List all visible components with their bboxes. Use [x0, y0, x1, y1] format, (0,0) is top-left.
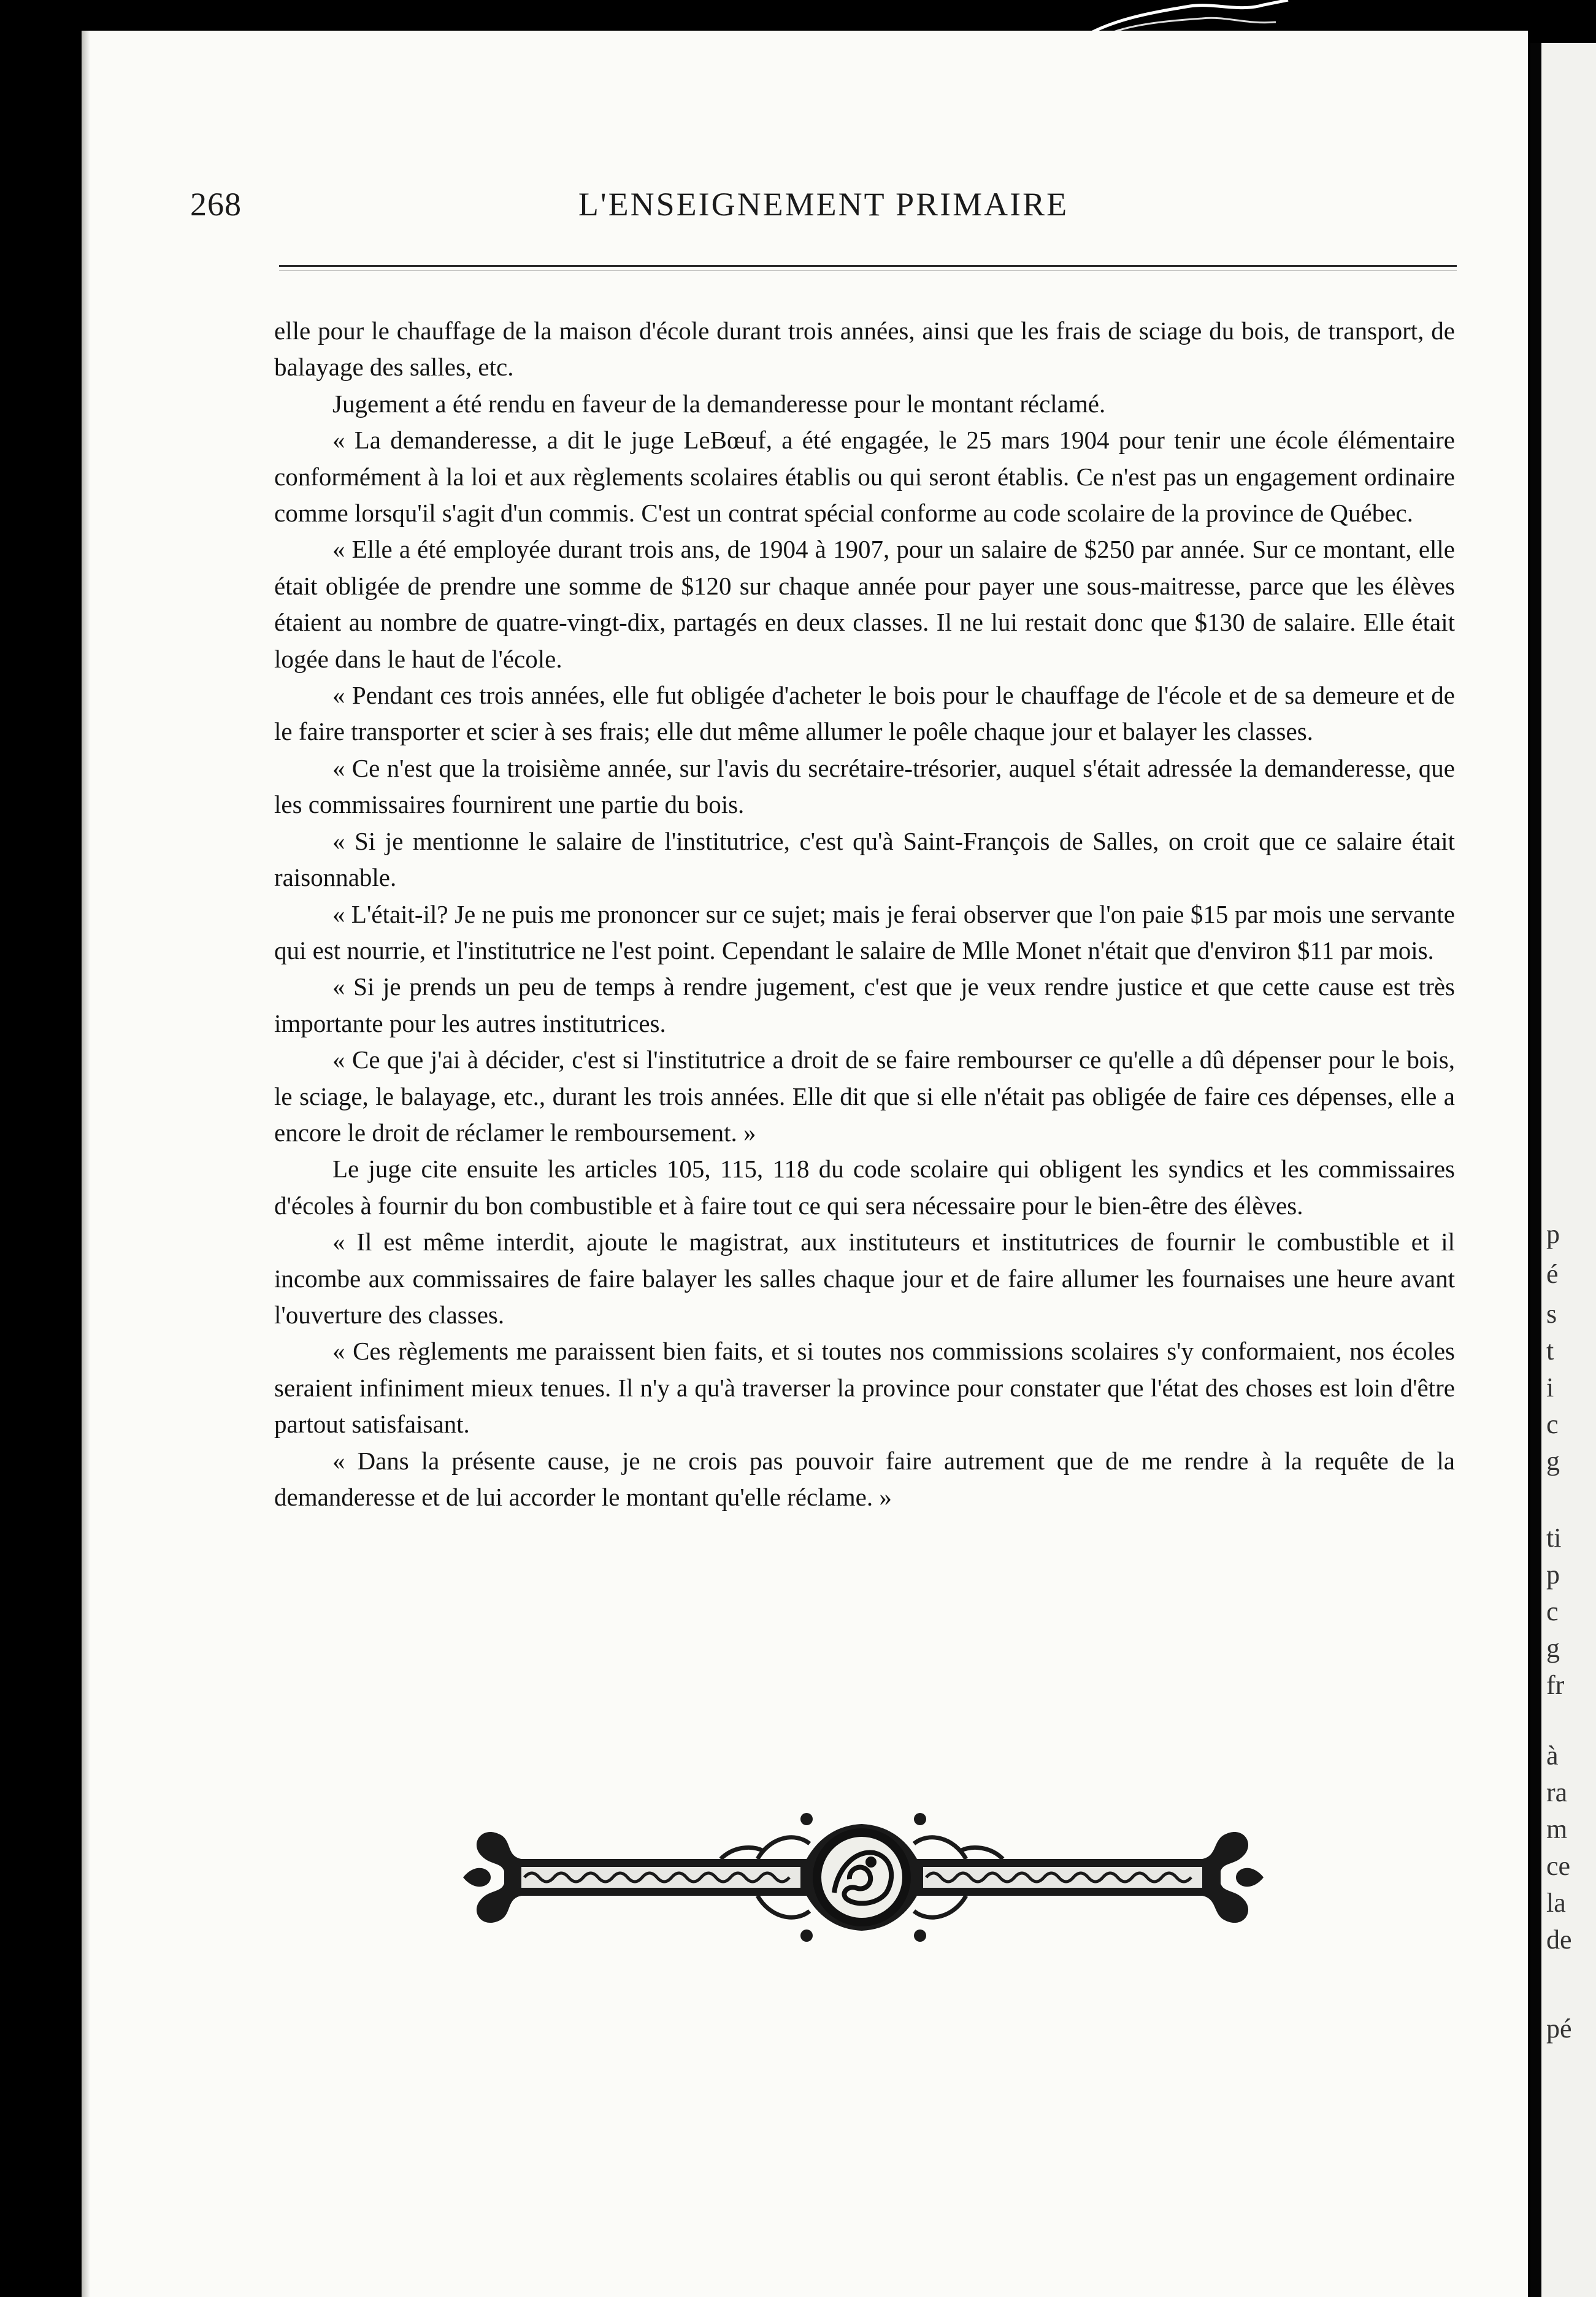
- adjacent-fragment: fr: [1546, 1670, 1565, 1700]
- paragraph: « Dans la présente cause, je ne crois pas pouvoir faire autrement que de me rendre à la requête de la demanderesse et de lui accorder le montant qu'elle réclame. »: [274, 1446, 1455, 1511]
- adjacent-fragment: ra: [1546, 1777, 1568, 1807]
- adjacent-fragment: de: [1546, 1925, 1572, 1955]
- page-number: 268: [190, 186, 242, 223]
- adjacent-page-edge: [1530, 43, 1596, 2297]
- adjacent-fragment: p: [1546, 1219, 1560, 1249]
- adjacent-fragment: c: [1546, 1409, 1559, 1439]
- paragraph: elle pour le chauffage de la maison d'école durant trois années, ainsi que les frais de sciage du bois, de transport, de balayage des salles, etc.: [274, 317, 1455, 382]
- scan-border: [0, 0, 1596, 31]
- adjacent-fragment: ce: [1546, 1851, 1571, 1881]
- paragraph: « Si je prends un peu de temps à rendre jugement, c'est que je veux rendre justice et que cette cause est très importante pour les autres institutrices.: [274, 972, 1455, 1037]
- adjacent-fragment: p: [1546, 1560, 1560, 1590]
- adjacent-fragment: la: [1546, 1888, 1566, 1918]
- adjacent-fragment: g: [1546, 1446, 1560, 1476]
- paragraph: « Si je mentionne le salaire de l'institutrice, c'est qu'à Saint-François de Salles, on croit que ce salaire était raisonnable.: [274, 826, 1455, 892]
- adjacent-fragment: s: [1546, 1299, 1557, 1329]
- article-body: [274, 313, 1455, 1515]
- paragraph: « Il est même interdit, ajoute le magistrat, aux instituteurs et institutrices de fournir le combustible et il incombe aux commissaires de faire balayer les salles chaque jour et de faire allumer les fournaises une heure avant l'ouverture des classes.: [274, 1228, 1455, 1329]
- tailpiece-ornament: [463, 1801, 1264, 1951]
- paragraph: « Elle a été employée durant trois ans, de 1904 à 1907, pour un salaire de $250 par année. Sur ce montant, elle était obligée de prendre une somme de $120 sur chaque année pour payer une sous-maitresse, parce que les élèves étaient au nombre de quatre-vingt-dix, partagés en deux classes. Il ne lui restait donc que $130 de salaire. Elle était logée dans le haut de l'école.: [274, 535, 1455, 673]
- paragraph: « Pendant ces trois années, elle fut obligée d'acheter le bois pour le chauffage de l'école et de sa demeure et de le faire transporter et scier à ses frais; elle dut même allumer le poêle chaque jour et balayer les classes.: [274, 681, 1455, 746]
- paragraph: « Ce n'est que la troisième année, sur l'avis du secrétaire-trésorier, auquel s'était adressée la demanderesse, que les commissaires fournirent une partie du bois.: [274, 753, 1455, 819]
- header-rule: [279, 265, 1457, 267]
- adjacent-fragment: m: [1546, 1814, 1568, 1844]
- paragraph: « L'était-il? Je ne puis me prononcer sur ce sujet; mais je ferai observer que l'on paie $15 par mois une servante qui est nourrie, et l'institutrice ne l'est point. Cependant le salaire de Mlle Monet n'était que d'environ $11 par mois.: [274, 899, 1455, 964]
- adjacent-fragment: g: [1546, 1633, 1560, 1663]
- running-title: L'ENSEIGNEMENT PRIMAIRE: [578, 186, 1069, 223]
- paragraph: « Ces règlements me paraissent bien faits, et si toutes nos commissions scolaires s'y conformaient, nos écoles seraient infiniment mieux tenues. Il n'y a qu'à traverser la province pour constater que l'état des choses est loin d'être partout satisfaisant.: [274, 1337, 1455, 1439]
- adjacent-fragment: i: [1546, 1372, 1554, 1402]
- paragraph: « Ce que j'ai à décider, c'est si l'institutrice a droit de se faire rembourser ce qu'elle a dû dépenser pour le bois, le sciage, le balayage, etc., durant les trois années. Elle dit que si elle n'était pas obligée de faire ces dépenses, elle a encore le droit de réclamer le remboursement. »: [274, 1045, 1455, 1147]
- paragraph: Le juge cite ensuite les articles 105, 115, 118 du code scolaire qui obligent les syndics et les commissaires d'écoles à fournir du bon combustible et à faire tout ce qui sera nécessaire pour le bien-être des élèves.: [274, 1155, 1455, 1220]
- adjacent-fragment: à: [1546, 1741, 1559, 1771]
- paragraph: Jugement a été rendu en faveur de la demanderesse pour le montant réclamé.: [332, 389, 1106, 418]
- adjacent-fragment: c: [1546, 1596, 1559, 1626]
- adjacent-fragment: pé: [1546, 2014, 1572, 2044]
- adjacent-fragment: é: [1546, 1259, 1559, 1289]
- page-header: [190, 182, 1457, 231]
- adjacent-fragment: t: [1546, 1336, 1554, 1366]
- adjacent-fragment: ti: [1546, 1523, 1562, 1553]
- paragraph: « La demanderesse, a dit le juge LeBœuf, a été engagée, le 25 mars 1904 pour tenir une école élémentaire conformément à la loi et aux règlements scolaires établis ou qui seront établis. Ce n'est pas un engagement ordinaire comme lorsqu'il s'agit d'un commis. C'est un contrat spécial conforme au code scolaire de la province de Québec.: [274, 426, 1455, 528]
